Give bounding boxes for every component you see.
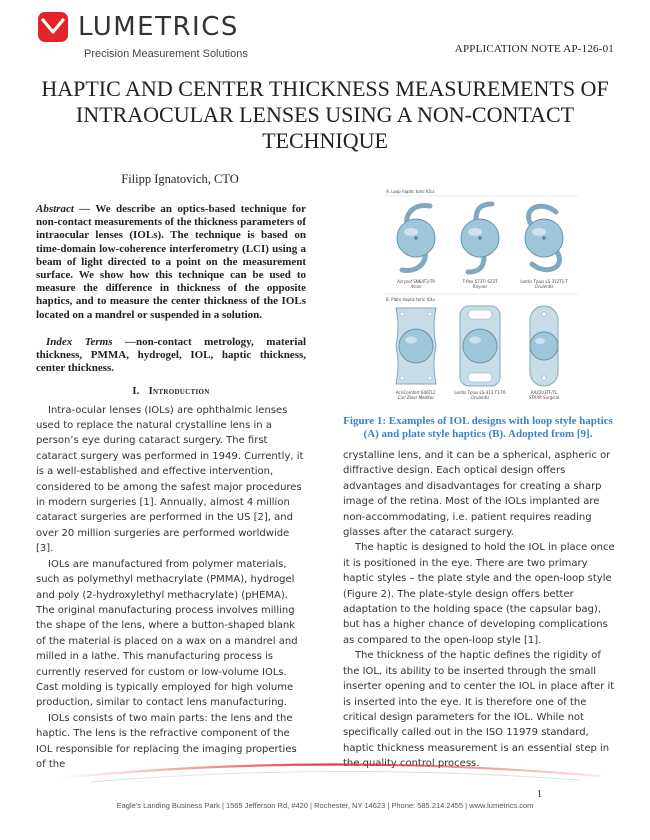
index-terms-label: Index Terms — bbox=[46, 335, 137, 348]
left-column bbox=[36, 203, 306, 772]
abstract-label: Abstract — bbox=[36, 203, 91, 215]
paper-title: HAPTIC AND CENTER THICKNESS MEASUREMENTS OF INTRAOCULAR LENSES USING A NON-CONTACT TECHNIQUE bbox=[41, 76, 609, 153]
figure-section-a-label: A. Loop haptic toric IOLs bbox=[386, 189, 435, 194]
footer-contact: Eagle’s Landing Business Park | 1565 Jefferson Rd, #420 | Rochester, NY 14623 | Phone: 585.214.2455 | www.lumetrics.com bbox=[116, 801, 534, 810]
paragraph: crystalline lens, and it can be a spherical, aspheric or diffractive design. Each optical design offers advantages and disadvantages for creating a sharp image of the retina. Most of the IOLs implanted are non-accommodating, i.e. patient requires reading glasses after the cataract surgery. bbox=[343, 450, 611, 539]
plate-haptic-iol bbox=[396, 308, 436, 384]
iol-manufacturer: Alcon bbox=[410, 284, 422, 289]
section-title: Introduction bbox=[148, 386, 210, 398]
iol-model-name: Lentis Tplus LS-313 T1-T6 bbox=[454, 390, 506, 395]
paragraph: IOLs are manufactured from polymer materials, such as polymethyl methacrylate (PMMA), hydrogel and poly (2-hydroxylethyl methacrylate) (pHEMA). The original manufacturing process involves milling the shape of the lens, where a button-shaped blank of the material is placed on a wax on a mandrel and milled in a lathe. This manufacturing process is currently reserved for custom or low-volume IOLs. Cast molding is typically employed for high volume production, similar to contact lens manufacturing. bbox=[36, 558, 298, 709]
introduction-text bbox=[36, 403, 306, 773]
application-note-number: APPLICATION NOTE AP-126-01 bbox=[454, 43, 614, 55]
footer-swoosh bbox=[0, 742, 650, 792]
page-number: 1 bbox=[537, 789, 542, 800]
iol-model-name: AcriComfort 646TLC bbox=[395, 390, 437, 395]
iol-model-name: Lentis Tplus LS 312T1-T bbox=[520, 279, 568, 284]
abstract-text: We describe an optics-based technique for non-contact measurements of the thickness parameters of intraocular lenses (IOLs). The technique is based on time-domain low-coherence interferometry (LCI) using a beam of light directed to a point on the measurement surface. We show how this technique can be used to measure the difference in thickness of the opposite haptics, and to measure the center thickness of the IOLs located on a mandrel or suspended in a solution. bbox=[36, 203, 306, 321]
brand-name: LUMETRICS bbox=[78, 12, 239, 42]
plate-haptic-iol bbox=[530, 306, 558, 386]
paragraph: The thickness of the haptic defines the rigidity of the IOL, its ability to be inserted through the small inserter opening and to center the IOL in place after it is inserted into the eye. It is therefore one of the critical design parameters for the IOL. While not specifically called out in the ISO 11979 standard, haptic thickness measurement is an essential step in the quality control process. bbox=[343, 650, 615, 770]
section-number: I. bbox=[132, 386, 140, 398]
figure-caption: Figure 1: Examples of IOL designs with loop style haptics (A) and plate style haptics (B). Adopted from [9]. bbox=[343, 415, 613, 440]
paragraph: Intra-ocular lenses (IOLs) are ophthalmic lenses used to replace the natural crystalline lens in a person’s eye during cataract surgery. The first cataract surgery was performed in 1949. Currently, it is a well-established and effective intervention, considered to be among the safest major procedures in modern surgeries [1]. Annually, almost 4 million cataract surgeries are performed in the US [2], and over 20 million surgeries are performed worldwide [3]. bbox=[36, 404, 304, 555]
figure-section-b-label: B. Plate haptic toric IOLs bbox=[386, 297, 436, 302]
paragraph: The haptic is designed to hold the IOL in place once it is positioned in the eye. There are two primary haptic styles – the plate style and the open-loop style (Figure 2). The plate-style design offers better adaptation to the holding space (the capsular bag), but has a higher chance of developing complications as compared to the open-loop style [1]. bbox=[343, 542, 615, 646]
iol-designs-illustration bbox=[372, 186, 588, 408]
iol-manufacturer: Oculentis bbox=[534, 284, 554, 289]
header bbox=[38, 10, 618, 70]
right-column bbox=[343, 448, 619, 772]
iol-model-name: AA4203TF/TL bbox=[530, 390, 558, 395]
index-terms-text: non-contact metrology, material thickness, PMMA, hydrogel, IOL, haptic thickness, center thickness. bbox=[36, 335, 306, 375]
brand-tagline: Precision Measurement Solutions bbox=[84, 48, 248, 60]
lumetrics-logo-icon bbox=[38, 12, 68, 42]
iol-manufacturer: STAAR Surgical bbox=[528, 395, 560, 400]
plate-haptic-iol bbox=[460, 306, 500, 386]
author: Filipp Ignatovich, CTO bbox=[121, 172, 239, 186]
iol-manufacturer: Carl Zeiss Meditec bbox=[397, 395, 435, 400]
index-terms bbox=[36, 336, 306, 376]
iol-model-name: Acrysof SN6AT3-T9 bbox=[397, 279, 435, 284]
section-heading bbox=[36, 385, 306, 398]
iol-manufacturer: Rayner bbox=[472, 284, 488, 289]
paragraph: IOLs consists of two main parts: the lens and the haptic. The lens is the refractive component of the IOL responsible for replacing the imaging properties of the bbox=[36, 712, 297, 770]
abstract bbox=[36, 203, 306, 322]
iol-model-name: T-flex 573T/ 623T bbox=[462, 279, 498, 284]
iol-manufacturer: Oculentis bbox=[470, 395, 490, 400]
iol-figure bbox=[372, 186, 588, 408]
